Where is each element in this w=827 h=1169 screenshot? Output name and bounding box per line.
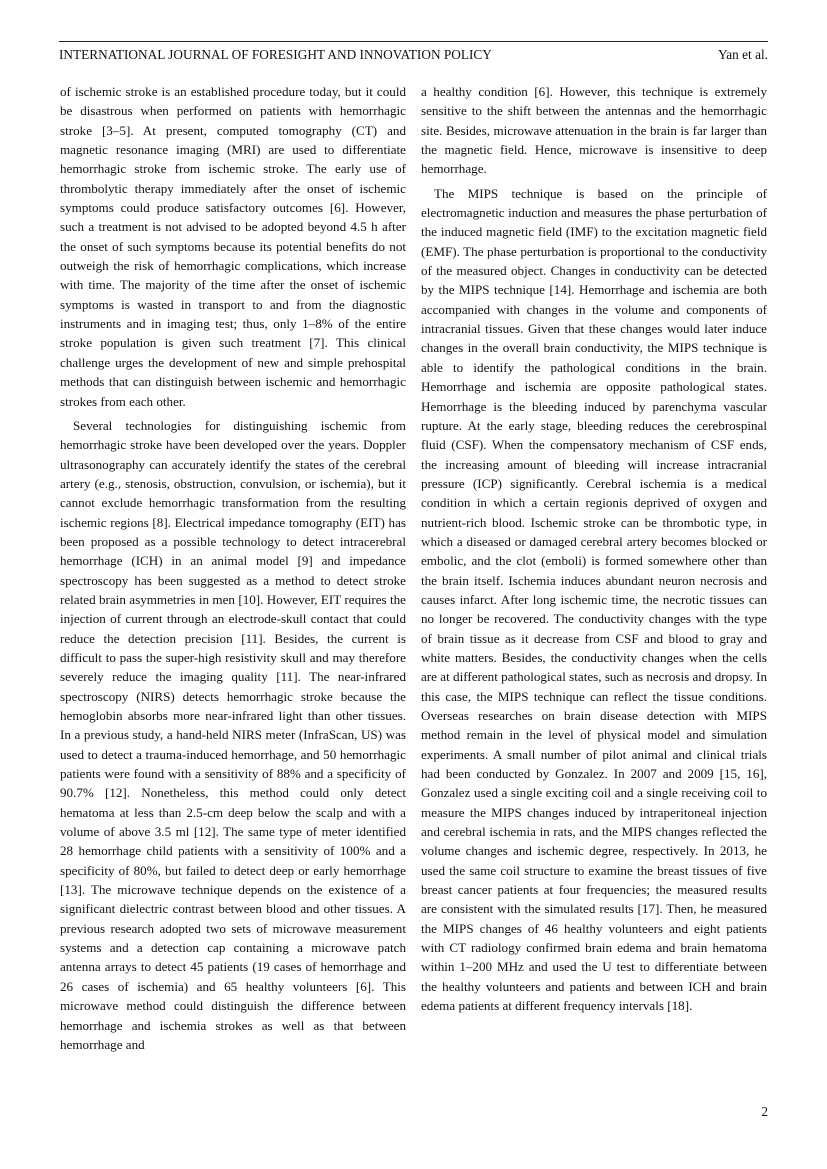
- page-number: 2: [761, 1104, 768, 1119]
- right-column: [421, 82, 767, 1021]
- paragraph-microwave-limits: a healthy condition [6]. However, this technique is extremely sensitive to the shift between the antennas and the hemorrhagic site. Besides, microwave attenuation in the brain is far larger than the magnetic field. Hence, microwave is insensitive to deep hemorrhage.: [421, 84, 767, 177]
- paragraph-technologies: Several technologies for distinguishing ischemic from hemorrhagic stroke have been developed over the years. Doppler ultrasonography can accurately identify the states of the cerebral artery (e.g., stenosis, obstruction, convulsion, or ischemia), but it cannot exclude hemorrhagic transformation from the resulting ischemic regions [8]. Electrical impedance tomography (EIT) has been proposed as a possible technology to detect intracerebral hemorrhage (ICH) in an animal model [9] and impedance spectroscopy has been suggested as a method to detect stroke related brain asymmetries in men [10]. However, EIT requires the injection of current through an electrode-skull contact that could reduce the detection precision [11]. Besides, the current is difficult to pass the super-high resistivity skull and may therefore severely reduce the imaging quality [11]. The near-infrared spectroscopy (NIRS) detects hemorrhagic stroke because the hemoglobin absorbs more near-infrared light than other tissues. In a previous study, a hand-held NIRS meter (InfraScan, US) was used to detect a trauma-induced hemorrhage, and 50 hemorrhagic patients were found with a sensitivity of 88% and a specificity of 90.7% [12]. Nonetheless, this method could only detect hematoma at less than 2.5-cm deep below the scalp and with a volume of above 3.5 ml [12]. The same type of meter identified 28 hemorrhage child patients with a sensitivity of 100% and a specificity of 80%, but failed to detect deep or early hemorrhage [13]. The microwave technique depends on the existence of a significant dielectric contrast between blood and other tissues. A previous research adopted two sets of microwave measurement systems and a detection cap containing a microwave patch antenna arrays to detect 45 patients (19 cases of hemorrhage and 26 cases of ischemia) and 65 healthy volunteers [6]. This microwave method could distinguish the difference between hemorrhage and ischemia strokes as well as that between hemorrhage and: [60, 417, 406, 1052]
- header-rule: [59, 41, 768, 42]
- running-header: [59, 46, 768, 64]
- running-authors: Yan et al.: [718, 47, 768, 62]
- paragraph-continuation: of ischemic stroke is an established procedure today, but it could be disastrous when performed on patients with hemorrhagic stroke [3–5]. At present, computed tomography (CT) and magnetic resonance imaging (MRI) are used to differentiate hemorrhagic stroke from ischemic stroke. The early use of thrombolytic therapy immediately after the onset of ischemic symptoms could produce satisfactory outcomes [6]. However, such a treatment is not advised to be adopted beyond 4.5 h after the onset of such symptoms because its potential benefits do not outweigh the risk of hemorrhagic complications, which increase with time. The majority of the time after the onset of ischemic symptoms is wasted in transport to and from the diagnostic instruments and in imaging test; thus, only 1–8% of the entire stroke population is given such treatment [7]. This clinical challenge urges the development of new and simple prehospital methods that can distinguish between ischemic and hemorrhagic strokes from each other.: [60, 84, 406, 409]
- paragraph-mips-technique: The MIPS technique is based on the principle of electromagnetic induction and measures the phase perturbation of the induced magnetic field (IMF) to the excitation magnetic field (EMF). The phase perturbation is proportional to the conductivity of the measured object. Changes in conductivity can be detected by the MIPS technique [14]. Hemorrhage and ischemia are both accompanied with changes in the volume and components of intracranial tissues. Given that these changes would later induce changes in the overall brain conductivity, the MIPS technique is able to identify the pathological conditions in the brain. Hemorrhage and ischemia are opposite pathological states. Hemorrhage is the bleeding induced by parenchyma vascular rupture. At the early stage, bleeding reduces the cerebrospinal fluid (CSF). When the compensatory mechanism of CSF ends, the increasing amount of bleeding will increase intracranial pressure (ICP) significantly. Cerebral ischemia is a medical condition in which a certain regionis deprived of oxygen and nutrient-rich blood. Ischemic stroke can be thrombotic type, in which a diseased or damaged cerebral artery becomes blocked or embolic, and the clot (emboli) is formed somewhere other than the brain itself. Ischemia induces abundant neuron necrosis and causes infarct. After long ischemic time, the necrotic tissues can no longer be recovered. The conductivity changes with the type of brain tissue as it decrease from CSF and blood to gray and white matters. Besides, the conductivity changes when the cells are at different pathological states, such as necrosis and dropsy. In this case, the MIPS technique can reflect the tissue conditions. Overseas researches on brain disease detection with MIPS method remain in the level of physical model and simulation experiments. A small number of pilot animal and clinical trials had been conducted by Gonzalez. In 2007 and 2009 [15, 16], Gonzalez used a single exciting coil and a single receiving coil to measure the MIPS changes induced by intraperitoneal injection and cerebral ischemia in rats, and the MIPS changes reflected the volume changes and ischemic degree, respectively. In 2013, he used the same coil structure to examine the breast tissues of five breast cancer patients at four frequencies; the measured results are consistent with the simulated results [17]. Then, he measured the MIPS changes of 46 healthy volunteers and eight patients with CT radiology confirmed brain edema and brain hematoma within 1–200 MHz and used the U test to differentiate between the healthy volunteers and patients and between ICH and brain edema patients at different frequency intervals [18].: [421, 185, 767, 1014]
- left-column: [60, 82, 406, 1059]
- journal-title: INTERNATIONAL JOURNAL OF FORESIGHT AND INNOVATION POLICY: [59, 47, 492, 62]
